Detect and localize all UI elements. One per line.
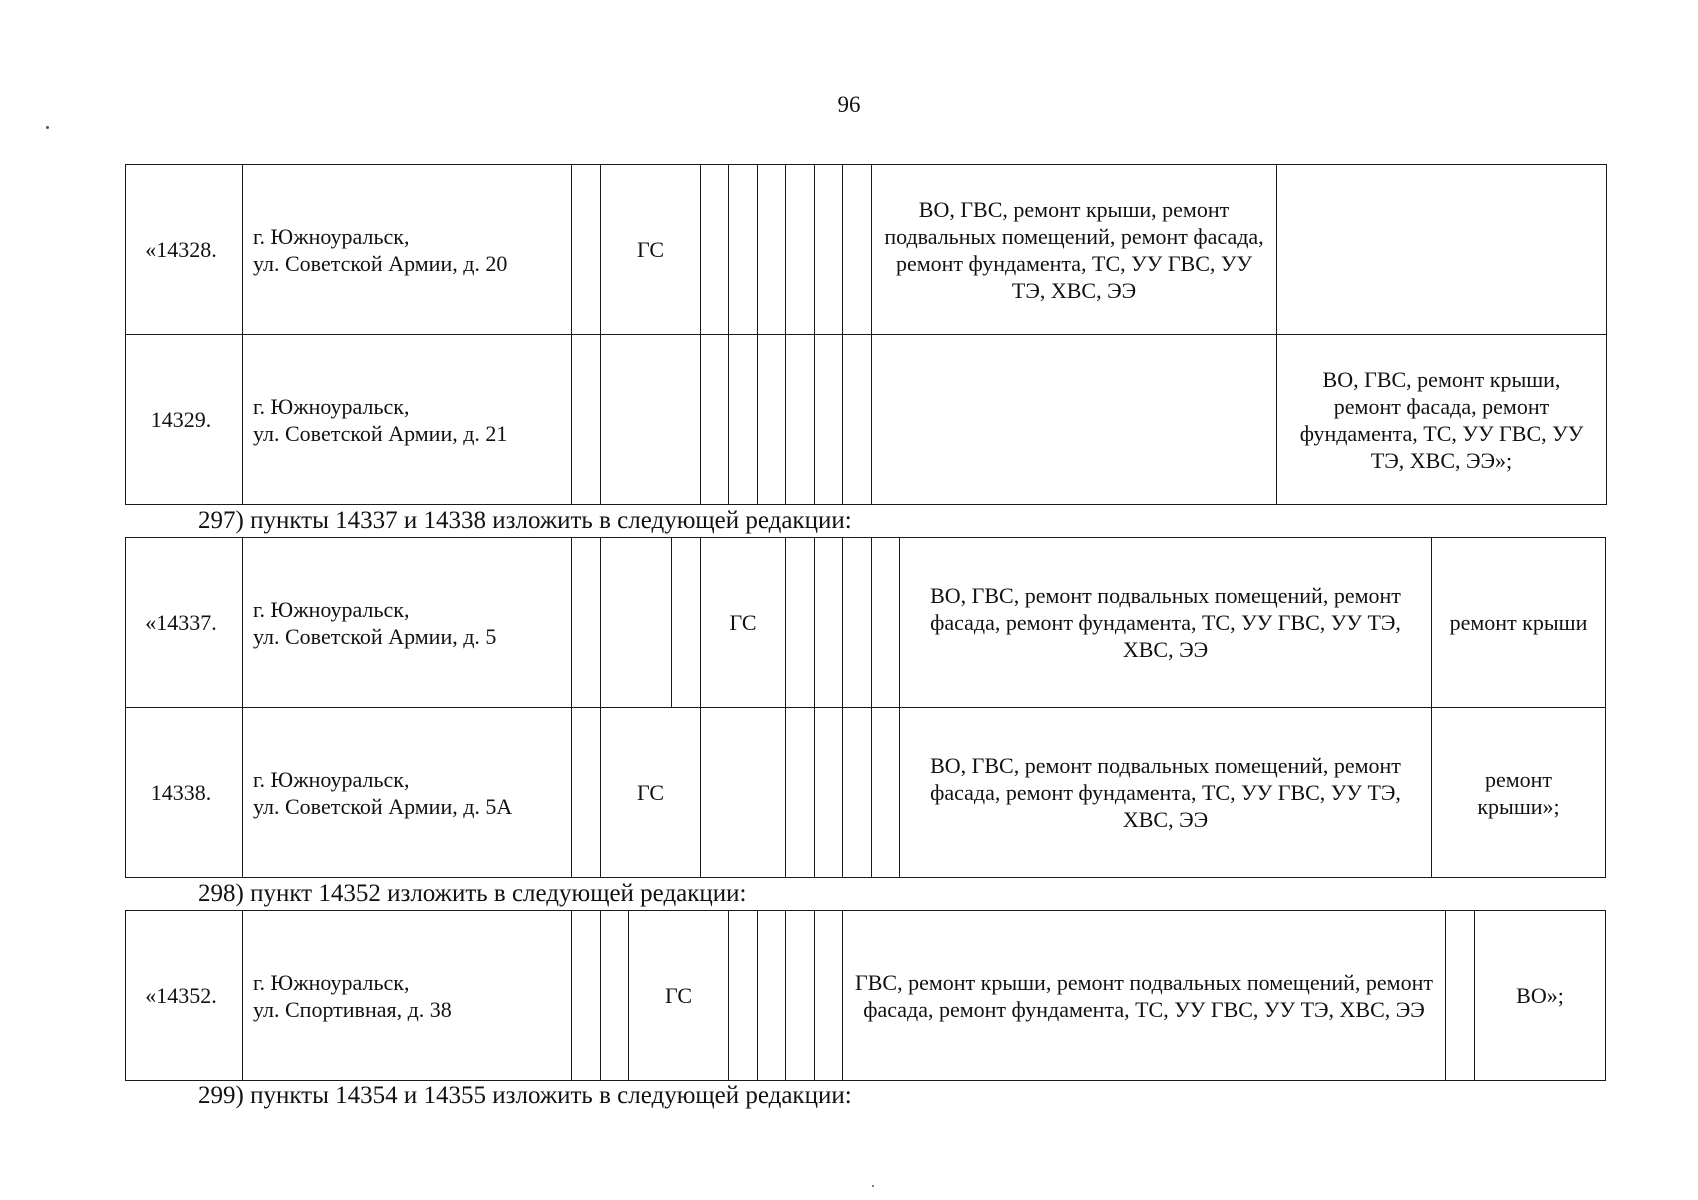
item-number: «14352.: [126, 911, 243, 1081]
item-number: 14329.: [126, 335, 243, 505]
empty-cell: [815, 335, 843, 505]
empty-cell: [872, 708, 900, 878]
empty-cell: [701, 708, 786, 878]
item-works: ремонт крыши: [1432, 538, 1606, 708]
table-item-14352: [125, 910, 1606, 1081]
address-city: г. Южноуральск,: [253, 223, 410, 249]
item-address: [243, 335, 572, 505]
item-mark: ГС: [601, 708, 701, 878]
paragraph-298: 298) пункт 14352 изложить в следующей редакции:: [198, 880, 747, 907]
empty-cell: [601, 538, 672, 708]
empty-cell: [672, 538, 701, 708]
table-row: [126, 708, 1606, 878]
paragraph-297: 297) пункты 14337 и 14338 изложить в следующей редакции:: [198, 507, 852, 534]
empty-cell: [815, 708, 843, 878]
item-address: [243, 538, 572, 708]
scan-speck: [46, 126, 49, 129]
empty-cell: [758, 335, 786, 505]
empty-cell: [758, 165, 786, 335]
empty-cell: [843, 538, 872, 708]
table-row: [126, 911, 1606, 1081]
table-row: [126, 538, 1606, 708]
empty-cell: [843, 165, 872, 335]
empty-cell: [786, 165, 815, 335]
scan-speck: [872, 1185, 874, 1187]
empty-cell: [786, 335, 815, 505]
address-city: г. Южноуральск,: [253, 596, 410, 622]
empty-cell: [786, 538, 815, 708]
table-items-14328-14329: [125, 164, 1607, 505]
empty-cell: [729, 165, 758, 335]
address-street: ул. Советской Армии, д. 5А: [253, 793, 513, 819]
paragraph-299: 299) пункты 14354 и 14355 изложить в следующей редакции:: [198, 1082, 852, 1109]
empty-cell: [786, 708, 815, 878]
item-number: «14328.: [126, 165, 243, 335]
item-address: [243, 165, 572, 335]
empty-cell: [701, 335, 729, 505]
address-street: ул. Советской Армии, д. 20: [253, 250, 508, 276]
page-number: 96: [837, 92, 861, 117]
empty-cell: [572, 165, 601, 335]
empty-cell: [843, 708, 872, 878]
item-address: [243, 911, 572, 1081]
item-mark: [601, 335, 701, 505]
item-works: ВО»;: [1475, 911, 1606, 1081]
item-works: ВО, ГВС, ремонт подвальных помещений, ремонт фасада, ремонт фундамента, ТС, УУ ГВС, УУ ТЭ, ХВС, ЭЭ: [900, 538, 1432, 708]
item-works: [1277, 165, 1607, 335]
table-row: [126, 165, 1607, 335]
empty-cell: [786, 911, 815, 1081]
empty-cell: [572, 911, 601, 1081]
item-works: ВО, ГВС, ремонт подвальных помещений, ремонт фасада, ремонт фундамента, ТС, УУ ГВС, УУ ТЭ, ХВС, ЭЭ: [900, 708, 1432, 878]
empty-cell: [572, 335, 601, 505]
item-number: «14337.: [126, 538, 243, 708]
item-address: [243, 708, 572, 878]
empty-cell: [601, 911, 629, 1081]
item-works: [872, 335, 1277, 505]
item-works: ремонт крыши»;: [1432, 708, 1606, 878]
address-city: г. Южноуральск,: [253, 393, 410, 419]
item-works: ГВС, ремонт крыши, ремонт подвальных помещений, ремонт фасада, ремонт фундамента, ТС, УУ ГВС, УУ ТЭ, ХВС, ЭЭ: [843, 911, 1446, 1081]
address-street: ул. Советской Армии, д. 5: [253, 623, 497, 649]
address-city: г. Южноуральск,: [253, 766, 410, 792]
empty-cell: [815, 538, 843, 708]
item-works: ВО, ГВС, ремонт крыши, ремонт подвальных помещений, ремонт фасада, ремонт фундамента, ТС, УУ ГВС, УУ ТЭ, ХВС, ЭЭ: [872, 165, 1277, 335]
empty-cell: [1446, 911, 1475, 1081]
item-mark: ГС: [601, 165, 701, 335]
empty-cell: [815, 165, 843, 335]
table-row: [126, 335, 1607, 505]
empty-cell: [572, 538, 601, 708]
item-number: 14338.: [126, 708, 243, 878]
empty-cell: [729, 335, 758, 505]
table-items-14337-14338: [125, 537, 1606, 878]
item-works: ВО, ГВС, ремонт крыши, ремонт фасада, ремонт фундамента, ТС, УУ ГВС, УУ ТЭ, ХВС, ЭЭ»;: [1277, 335, 1607, 505]
empty-cell: [729, 911, 758, 1081]
item-mark: ГС: [701, 538, 786, 708]
empty-cell: [572, 708, 601, 878]
empty-cell: [701, 165, 729, 335]
empty-cell: [872, 538, 900, 708]
empty-cell: [843, 335, 872, 505]
empty-cell: [815, 911, 843, 1081]
item-mark: ГС: [629, 911, 729, 1081]
address-street: ул. Советской Армии, д. 21: [253, 420, 508, 446]
address-street: ул. Спортивная, д. 38: [253, 996, 452, 1022]
address-city: г. Южноуральск,: [253, 969, 410, 995]
empty-cell: [758, 911, 786, 1081]
